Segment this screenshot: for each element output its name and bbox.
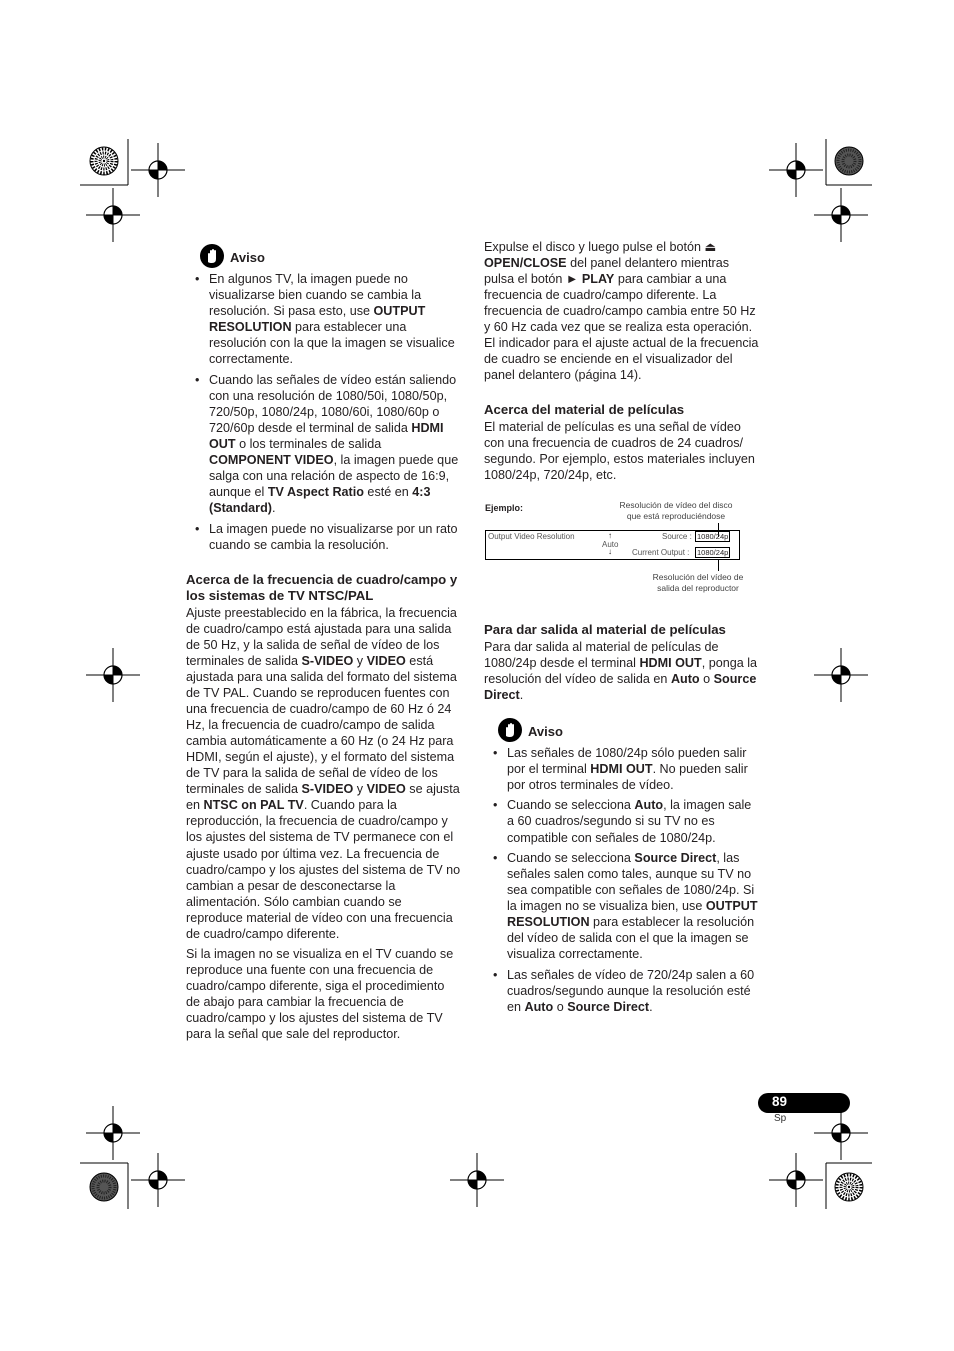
- page-number: 89: [772, 1094, 788, 1109]
- paragraph-film-output: Para dar salida al material de películas de 1080/24p desde el terminal HDMI OUT, ponga la resolución del vídeo de salida en Auto o Source Direct.: [484, 639, 758, 702]
- output-resolution-label: Resolución del vídeo de: [652, 572, 744, 583]
- aviso-header: [200, 247, 461, 271]
- list-item: • La imagen puede no visualizarse por un rato cuando se cambia la resolución.: [186, 521, 461, 553]
- list-item: • Las señales de 1080/24p sólo pueden salir por el terminal HDMI OUT. No pueden salir por otros terminales de vídeo.: [484, 745, 759, 793]
- list-item: • Cuando se selecciona Source Direct, las señales salen como tales, aunque su TV no sea compatible con señales de 1080/24p. Si la imagen no se visualiza bien, use OUTPUT RESOLUTION para establecer la resolución del vídeo de salida con el que la imagen se visualiza correctamente.: [484, 850, 759, 962]
- page-language: Sp: [774, 1113, 787, 1124]
- disc-resolution-label-2: que está reproduciéndose: [626, 511, 726, 522]
- section-heading-frame-rate: Acerca de la frecuencia de cuadro/campo y los sistemas de TV NTSC/PAL: [186, 571, 458, 604]
- aviso-title: Aviso: [230, 250, 265, 265]
- paragraph-open-close: Expulse el disco y luego pulse el botón ⏏ OPEN/CLOSE del panel delantero mientras pulsa el botón ► PLAY para cambiar a una frecuencia de cuadro/campo diferente. La frecuencia de cuadro/campo cambia entre 50 Hz y 60 Hz cada vez que se realiza esta operación. El indicador para el ajuste actual de la frecuencia de cuadro se enciende en el visualizador del panel delantero (página 14).: [484, 240, 759, 383]
- section-heading-film-material: Acerca del material de películas: [484, 402, 685, 418]
- right-column: [484, 239, 759, 1020]
- disc-resolution-label: Resolución de vídeo del disco: [619, 500, 733, 511]
- aviso-header-right: [498, 721, 759, 745]
- paragraph-film-material: El material de películas es una señal de vídeo con una frecuencia de cuadros de 24 cuadros/ segundo. Por ejemplo, estos materiales incluyen 1080/24p, 720/24p, etc.: [484, 419, 755, 483]
- paragraph-procedure: Si la imagen no se visualiza en el TV cuando se reproduce una fuente con una frecuencia de cuadro/campo diferente, siga el procedimiento de abajo para cambiar la frecuencia de cuadro/campo y los ajustes del sistema de TV para la señal que sale del reproductor.: [186, 946, 454, 1042]
- pointer-line-bottom: [718, 559, 719, 571]
- list-item: • En algunos TV, la imagen puede no visualizarse bien cuando se cambia la resolución. Si pasa esto, use OUTPUT RESOLUTION para establecer una resolución con la que la imagen se visualice correctamente.: [186, 271, 461, 367]
- warning-hand-icon: [498, 718, 522, 742]
- aviso-bullet-list-right: [484, 745, 759, 1015]
- left-column: [186, 247, 461, 1042]
- auto-label: Auto: [602, 540, 619, 550]
- paragraph-frame-rate: Ajuste preestablecido en la fábrica, la frecuencia de cuadro/campo está ajustada para una salida de 50 Hz, y la salida de señal de vídeo de los terminales de salida S-VIDEO y VIDEO está ajustada para una salida del formato del sistema de TV PAL. Cuando se reproducen fuentes con una frecuencia de cuadro/campo de 60 Hz ó 24 Hz, la frecuencia de cuadro/campo de salida cambia automáticamente a 60 Hz (o 24 Hz para HDMI, según el ajuste), y el formato del sistema de TV para la salida de señal de vídeo de los terminales de salida S-VIDEO y VIDEO se ajusta en NTSC on PAL TV. Cuando para la reproducción, la frecuencia de cuadro/campo y los ajustes del sistema de TV permanece con el ajuste usado por última vez. La frecuencia de cuadro/campo y los ajustes del sistema de TV no cambian a pesar de desconectarse la alimentación. Sólo cambian cuando se reproduce material de vídeo con una frecuencia de cuadro/campo diferente.: [186, 605, 461, 941]
- list-item: • Cuando las señales de vídeo están saliendo con una resolución de 1080/50i, 1080/50p, 720/50p, 1080/24p, 1080/60i, 1080/60p o 720/60p desde el terminal de salida HDMI OUT o los terminales de salida COMPONENT VIDEO, la imagen puede que salga con una relación de aspecto de 16:9, aunque el TV Aspect Ratio esté en 4:3 (Standard).: [186, 372, 461, 516]
- arrow-up-icon: ↑: [608, 531, 612, 541]
- aviso-bullet-list: [186, 271, 461, 553]
- warning-hand-icon: [200, 244, 224, 268]
- screen-title: Output Video Resolution: [488, 532, 575, 542]
- source-label: Source :: [662, 532, 692, 542]
- output-resolution-label-2: salida del reproductor: [657, 583, 739, 594]
- resolution-diagram: [484, 497, 759, 605]
- aviso-title: Aviso: [528, 723, 563, 739]
- current-output-value: 1080/24p: [697, 548, 729, 558]
- list-item: • Las señales de vídeo de 720/24p salen a 60 cuadros/segundo aunque la resolución esté en Auto o Source Direct.: [484, 967, 759, 1015]
- screen-display-box: [485, 530, 740, 560]
- diagram-example-label: Ejemplo:: [485, 503, 524, 514]
- current-output-label: Current Output :: [632, 548, 690, 558]
- section-heading-film-output: Para dar salida al material de películas: [484, 622, 726, 638]
- source-value: 1080/24p: [697, 532, 729, 542]
- arrow-down-icon: ↓: [608, 547, 612, 557]
- list-item: • Cuando se selecciona Auto, la imagen sale a 60 cuadros/segundo si su TV no es compatible con señales de 1080/24p.: [484, 797, 759, 845]
